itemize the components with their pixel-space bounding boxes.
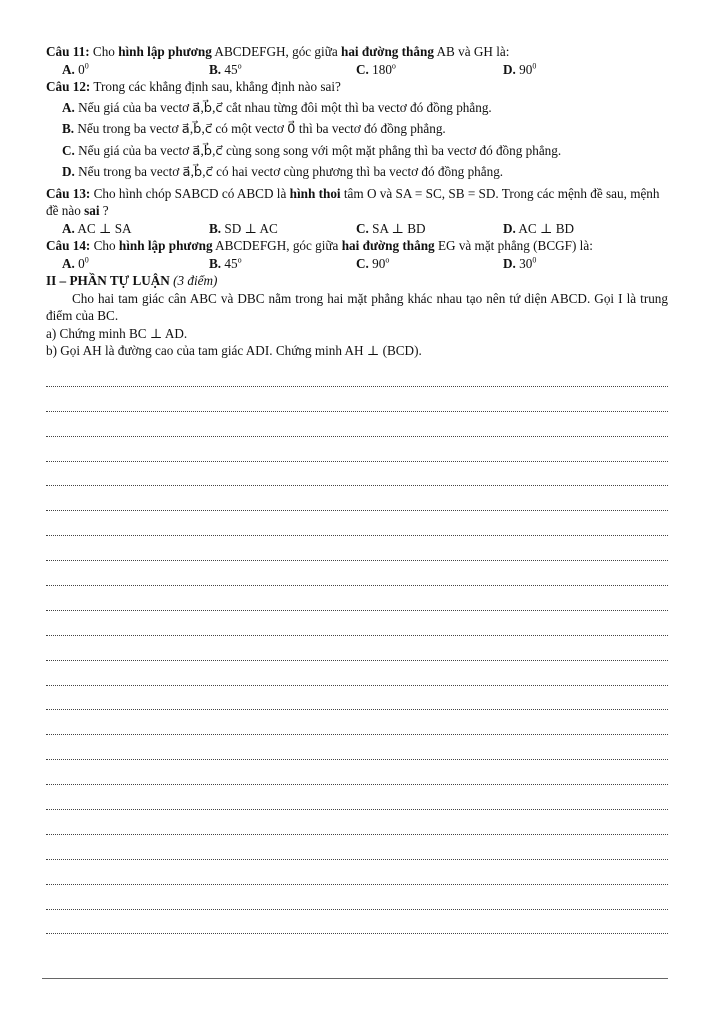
question-text: Trong các khẳng định sau, khẳng định nào sai? [93, 79, 341, 94]
option-d: D. $90^0$ [503, 61, 537, 77]
question-14: Câu 14: Cho hình lập phương ABCDEFGH, góc giữa hai đường thẳng EG và mặt phẳng (BCGF) là: [46, 238, 593, 253]
answer-line[interactable] [46, 760, 668, 785]
question-11 [46, 43, 668, 61]
answer-line[interactable] [46, 362, 668, 387]
option-c: C. SA ⊥ BD [356, 220, 426, 236]
section-points: (3 điểm) [173, 273, 218, 288]
question-label: Câu 12: [46, 79, 91, 94]
option-a: A. $0^0$ [62, 61, 89, 77]
statement-d: D. Nếu trong ba vectơ a⃗,b⃗,c⃗ có hai vectơ cùng phương thì ba vectơ đó đồng phẳng. [62, 164, 504, 179]
statement-c: C. Nếu giá của ba vectơ a⃗,b⃗,c⃗ cùng song song với một mặt phẳng thì ba vectơ đó đồng phẳng. [62, 142, 562, 158]
option-b: B. SD ⊥ AC [209, 220, 278, 236]
footer-divider [42, 978, 668, 979]
question-text: ABCDEFGH, góc giữa [211, 44, 341, 59]
answer-line[interactable] [46, 661, 668, 686]
question-text: AB và GH là: [433, 44, 510, 59]
statement-a: A. Nếu giá của ba vectơ a⃗,b⃗,c⃗ cắt nhau từng đôi một thì ba vectơ đó đồng phẳng. [62, 99, 492, 115]
option-c: C. 180$^o$ [356, 61, 396, 77]
option-b: B. 45$^o$ [209, 255, 242, 271]
option-c: C. 90$^o$ [356, 255, 390, 271]
answer-line[interactable] [46, 437, 668, 462]
question-text-bold: hình lập phương [118, 44, 212, 59]
answer-line[interactable] [46, 536, 668, 561]
question-label: Câu 14: [46, 238, 91, 253]
question-text-bold: hai đường thẳng [341, 44, 434, 59]
answer-line[interactable] [46, 462, 668, 487]
answer-line[interactable] [46, 710, 668, 735]
answer-line[interactable] [46, 810, 668, 835]
question-14-options [46, 255, 668, 273]
answer-line[interactable] [46, 686, 668, 711]
answer-line[interactable] [46, 611, 668, 636]
answer-line[interactable] [46, 412, 668, 437]
answer-line[interactable] [46, 636, 668, 661]
essay-intro: Cho hai tam giác cân ABC và DBC nằm trong hai mặt phẳng khác nhau tạo nên tứ diện ABCD. Gọi I là trung điểm của BC. [46, 290, 668, 323]
essay-part-b: b) Gọi AH là đường cao của tam giác ADI. Chứng minh AH ⊥ (BCD). [46, 343, 422, 358]
answer-line[interactable] [46, 586, 668, 611]
answer-line[interactable] [46, 511, 668, 536]
answer-lines [46, 362, 668, 934]
option-a: A. AC ⊥ SA [62, 220, 132, 236]
question-label: Câu 11: [46, 44, 90, 59]
question-13-options [46, 220, 668, 238]
answer-line[interactable] [46, 561, 668, 586]
section-title: II – PHẦN TỰ LUẬN [46, 273, 170, 288]
answer-line[interactable] [46, 910, 668, 935]
option-d: D. $30^0$ [503, 255, 537, 271]
questions-block [46, 43, 668, 360]
essay-part-a: a) Chứng minh BC ⊥ AD. [46, 325, 188, 341]
question-11-options [46, 61, 668, 79]
question-label: Câu 13: [46, 185, 91, 201]
question-text: Cho [92, 44, 119, 59]
question-13: Câu 13: Cho hình chóp SABCD có ABCD là hình thoi tâm O và SA = SC, SB = SD. Trong các mệnh đề sau, mệnh đề nào sai ? [46, 185, 660, 218]
option-b: B. 45$^o$ [209, 61, 242, 77]
option-d: D. AC ⊥ BD [503, 220, 575, 236]
answer-line[interactable] [46, 885, 668, 910]
answer-line[interactable] [46, 835, 668, 860]
answer-line[interactable] [46, 785, 668, 810]
answer-line[interactable] [46, 735, 668, 760]
option-a: A. $0^0$ [62, 255, 89, 271]
question-12 [46, 78, 668, 96]
answer-line[interactable] [46, 860, 668, 885]
statement-b: B. Nếu trong ba vectơ a⃗,b⃗,c⃗ có một vectơ 0⃗ thì ba vectơ đó đồng phẳng. [62, 121, 446, 136]
section-heading [46, 272, 668, 290]
answer-line[interactable] [46, 387, 668, 412]
answer-line[interactable] [46, 486, 668, 511]
